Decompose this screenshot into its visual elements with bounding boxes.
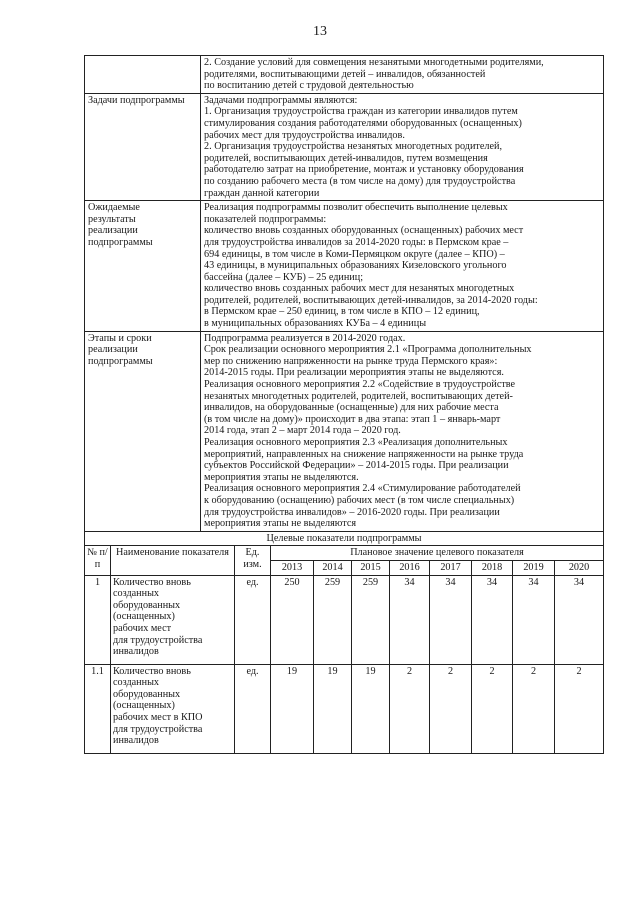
text-line: (в том числе на дому)» происходит в два этапа: этап 1 – январь-март <box>204 413 501 425</box>
name-line: инвалидов <box>113 646 159 658</box>
value-cell: 2 <box>430 664 472 753</box>
section-row-tasks <box>85 93 604 200</box>
text-line: мероприятий, направленных на снижение напряженности на рынке труда <box>204 448 524 460</box>
text-line: количество вновь созданных рабочих мест для незанятых многодетных <box>204 283 515 295</box>
indicators-caption: Целевые показатели подпрограммы <box>85 531 604 546</box>
year-header: 2020 <box>555 560 604 575</box>
label-line: реализации <box>88 344 138 356</box>
text-line: 2. Организация трудоустройства незанятых многодетных родителей, <box>204 141 502 153</box>
text-line: для трудоустройства инвалидов» – 2016-2020 годы. При реализации <box>204 506 500 518</box>
label-line: результаты <box>88 213 136 225</box>
name-line: для трудоустройства <box>113 634 203 646</box>
label-line: реализации <box>88 225 138 237</box>
text-line: стимулирования создания работодателями оборудованных (оснащенных) <box>204 117 522 129</box>
value-cell: 259 <box>352 575 390 664</box>
year-header: 2019 <box>513 560 555 575</box>
value-cell: 2 <box>390 664 430 753</box>
text-line: 2014-2015 годы. При реализации мероприятия этапы не выделяются. <box>204 367 504 379</box>
text-line: Задачами подпрограммы являются: <box>204 94 358 106</box>
label-line: подпрограммы <box>88 236 153 248</box>
indicators-table <box>84 545 604 753</box>
section-label <box>85 331 201 531</box>
text-line: Реализация основного мероприятия 2.3 «Реализация дополнительных <box>204 437 508 448</box>
label-line: Задачи подпрограммы <box>88 94 185 106</box>
name-line: оборудованных <box>113 688 181 700</box>
value-cell: 34 <box>513 575 555 664</box>
value-cell: 34 <box>555 575 604 664</box>
value-cell: 2 <box>472 664 513 753</box>
label-line: Ожидаемые <box>88 202 140 214</box>
text-line: Реализация основного мероприятия 2.4 «Стимулирование работодателей <box>204 483 521 495</box>
value-cell: 2 <box>513 664 555 753</box>
name-line: созданных <box>113 588 160 600</box>
text-line: незанятых многодетных родителей, родителей, воспитывающих детей- <box>204 390 513 402</box>
text-line: для трудоустройства инвалидов за 2014-2020 годы: в Пермском крае – <box>204 236 509 248</box>
year-header: 2017 <box>430 560 472 575</box>
table-row <box>85 575 604 664</box>
value-cell: 19 <box>352 664 390 753</box>
text-line: мероприятия этапы не выделяются <box>204 518 357 530</box>
name-line: инвалидов <box>113 735 159 747</box>
name-line: рабочих мест в КПО <box>113 711 203 723</box>
section-label <box>85 93 201 200</box>
text-line: Подпрограмма реализуется в 2014-2020 годах. <box>204 332 406 344</box>
text-line: мер по снижению напряженности на рынке труда Пермского края»: <box>204 355 498 367</box>
text-line: Реализация основного мероприятия 2.2 «Содействие в трудоустройстве <box>204 379 516 391</box>
name-line: для трудоустройства <box>113 723 203 735</box>
row-number: 1 <box>85 575 111 664</box>
indicators-header-row <box>85 546 604 561</box>
year-header: 2014 <box>314 560 352 575</box>
value-cell: 34 <box>430 575 472 664</box>
label-line: подпрограммы <box>88 355 153 367</box>
passport-table <box>84 55 604 546</box>
name-line: Количество вновь <box>113 576 191 588</box>
col-number-header: № п/п <box>85 546 111 575</box>
text-line: 694 единицы, в том числе в Коми-Пермяцком округе (далее – КПО) – <box>204 248 505 260</box>
name-line: Количество вновь <box>113 665 191 677</box>
unit-cell: ед. <box>235 664 271 753</box>
text-line: инвалидов, на оборудованные (оснащенные) для них рабочие места <box>204 402 499 414</box>
text-line: 2. Создание условий для совмещения незанятыми многодетными родителями, <box>204 57 544 68</box>
value-cell: 19 <box>271 664 314 753</box>
page-number: 13 <box>313 24 327 39</box>
name-line: рабочих мест <box>113 622 172 634</box>
text-line: субъектов Российской Федерации» – 2014-2015 годы. При реализации <box>204 460 509 472</box>
section-content <box>201 201 604 332</box>
text-line: родителей, воспитывающих детей-инвалидов, путем возмещения <box>204 152 488 164</box>
text-line: граждан данной категории <box>204 187 320 199</box>
indicator-name <box>111 575 235 664</box>
text-line: Реализация подпрограммы позволит обеспечить выполнение целевых <box>204 202 508 214</box>
col-unit-header: Ед. изм. <box>235 546 271 575</box>
text-line: 1. Организация трудоустройства граждан из категории инвалидов путем <box>204 106 518 118</box>
text-line: Срок реализации основного мероприятия 2.1 «Программа дополнительных <box>204 344 532 356</box>
name-line: (оснащенных) <box>113 611 175 623</box>
unit-cell: ед. <box>235 575 271 664</box>
text-line: мероприятия этапы не выделяются. <box>204 471 359 483</box>
indicators-caption-row <box>85 531 604 546</box>
indicator-name <box>111 664 235 753</box>
text-line: рабочих мест для трудоустройства инвалидов. <box>204 129 405 141</box>
section-content <box>201 331 604 531</box>
text-line: количество вновь созданных оборудованных (оснащенных) рабочих мест <box>204 225 524 237</box>
year-header: 2013 <box>271 560 314 575</box>
text-line: бассейна (далее – КУБ) – 25 единиц; <box>204 271 364 283</box>
col-name-header: Наименование показателя <box>111 546 235 575</box>
text-line: по воспитанию детей с трудовой деятельностью <box>204 80 414 92</box>
text-line: к оборудованию (оснащению) рабочих мест (в том числе специальных) <box>204 494 515 506</box>
value-cell: 2 <box>555 664 604 753</box>
value-cell: 19 <box>314 664 352 753</box>
value-cell: 250 <box>271 575 314 664</box>
text-line: в Пермском крае – 250 единиц, в том числе в КПО – 12 единиц, <box>204 306 480 318</box>
text-line: 43 единицы, в муниципальных образованиях Кизеловского угольного <box>204 260 507 272</box>
text-line: по созданию рабочего места (в том числе на дому) для трудоустройства <box>204 175 516 187</box>
empty-label-cell <box>85 56 201 94</box>
year-header: 2015 <box>352 560 390 575</box>
text-line: родителями, воспитывающими детей – инвалидов, обязанностей <box>204 68 486 80</box>
text-line: родителей, родителей, воспитывающих детей-инвалидов, за 2014-2020 годы: <box>204 294 538 306</box>
value-cell: 34 <box>390 575 430 664</box>
section-row-stages <box>85 331 604 531</box>
table-row <box>85 664 604 753</box>
text-line: работодателю затрат на приобретение, монтаж и установку оборудования <box>204 164 524 176</box>
col-plan-header: Плановое значение целевого показателя <box>271 546 604 561</box>
name-line: созданных <box>113 677 160 689</box>
goals-continuation-row <box>85 56 604 94</box>
text-line: в муниципальных образованиях КУБа – 4 единицы <box>204 318 427 330</box>
section-label <box>85 201 201 332</box>
text-line: 2014 года, этап 2 – март 2014 года – 2020 год. <box>204 425 401 437</box>
text-line: показателей подпрограммы: <box>204 213 327 225</box>
name-line: оборудованных <box>113 599 181 611</box>
year-header: 2016 <box>390 560 430 575</box>
value-cell: 34 <box>472 575 513 664</box>
label-line: Этапы и сроки <box>88 332 152 344</box>
section-row-results <box>85 201 604 332</box>
row-number: 1.1 <box>85 664 111 753</box>
passport-sheet <box>84 55 604 754</box>
value-cell: 259 <box>314 575 352 664</box>
goals-continuation-cell <box>201 56 604 94</box>
name-line: (оснащенных) <box>113 700 175 712</box>
section-content <box>201 93 604 200</box>
year-header: 2018 <box>472 560 513 575</box>
